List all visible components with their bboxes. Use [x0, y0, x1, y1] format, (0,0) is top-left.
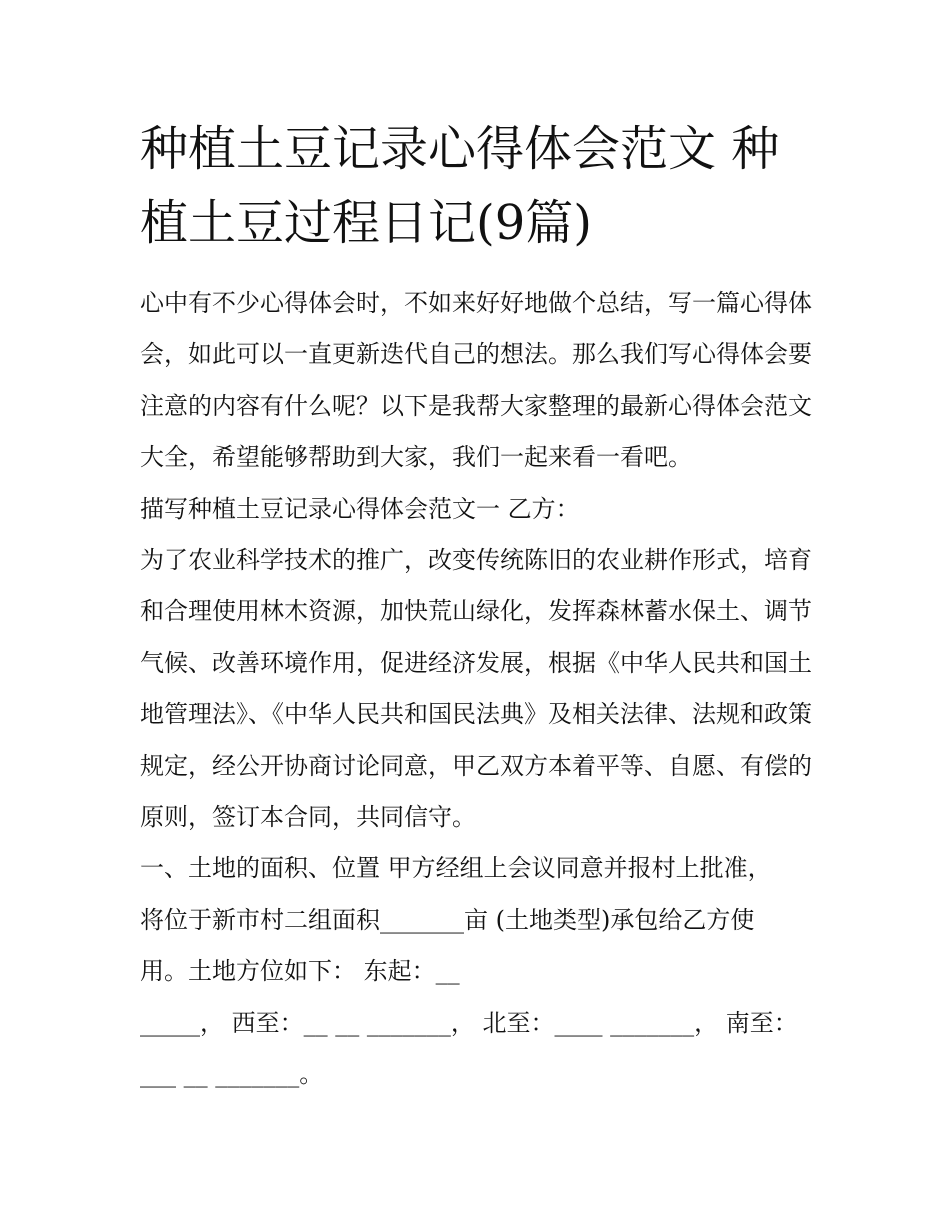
paragraph-text: 为了农业科学技术的推广，改变传统陈旧的农业耕作形式，培育和合理使用林木资源，加快荒山绿化，发挥森林蓄水保土、调节气候、改善环境作用，促进经济发展，根据《中华人民共和国土地管理法》、《中华人民共和国民法典》及相关法律、法规和政策规定，经公开协商讨论同意，甲乙双方本着平等、自愿、有偿的原则，签订本合同，共同信守。: [140, 546, 812, 832]
paragraph-text: 描写种植土豆记录心得体会范文一 乙方：: [140, 494, 580, 523]
paragraph-text: ___ __ _______。: [140, 1060, 324, 1089]
paragraph-land-bounds-end: [140, 1049, 820, 1100]
document-title: 种植土豆记录心得体会范文 种植土豆过程日记(9篇): [140, 121, 780, 251]
paragraph-contract-purpose: [140, 535, 820, 843]
paragraph-land-area: [140, 843, 820, 894]
paragraph-text: 心中有不少心得体会时，不如来好好地做个总结，写一篇心得体会，如此可以一直更新迭代自己的想法。那么我们写心得体会要注意的内容有什么呢？以下是我帮大家整理的最新心得体会范文大全，希望能够帮助到大家，我们一起来看一看吧。: [140, 289, 812, 472]
paragraph-land-bounds: [140, 998, 820, 1049]
paragraph-intro: [140, 278, 820, 484]
paragraph-text: 一、土地的面积、位置 甲方经组上会议同意并报村上批准，: [140, 854, 772, 883]
paragraph-land-location: [140, 895, 820, 946]
paragraph-text: 用。土地方位如下： 东起：__: [140, 957, 460, 986]
paragraph-land-direction: [140, 946, 820, 997]
document-body: [140, 278, 820, 1101]
paragraph-text: 将位于新市村二组面积_______亩 (土地类型)承包给乙方使: [140, 905, 755, 934]
paragraph-text: _____， 西至：__ __ _______， 北至：____ _______， 南至：: [140, 1008, 798, 1037]
paragraph-section-heading: [140, 484, 820, 535]
document-content: [140, 112, 820, 1101]
